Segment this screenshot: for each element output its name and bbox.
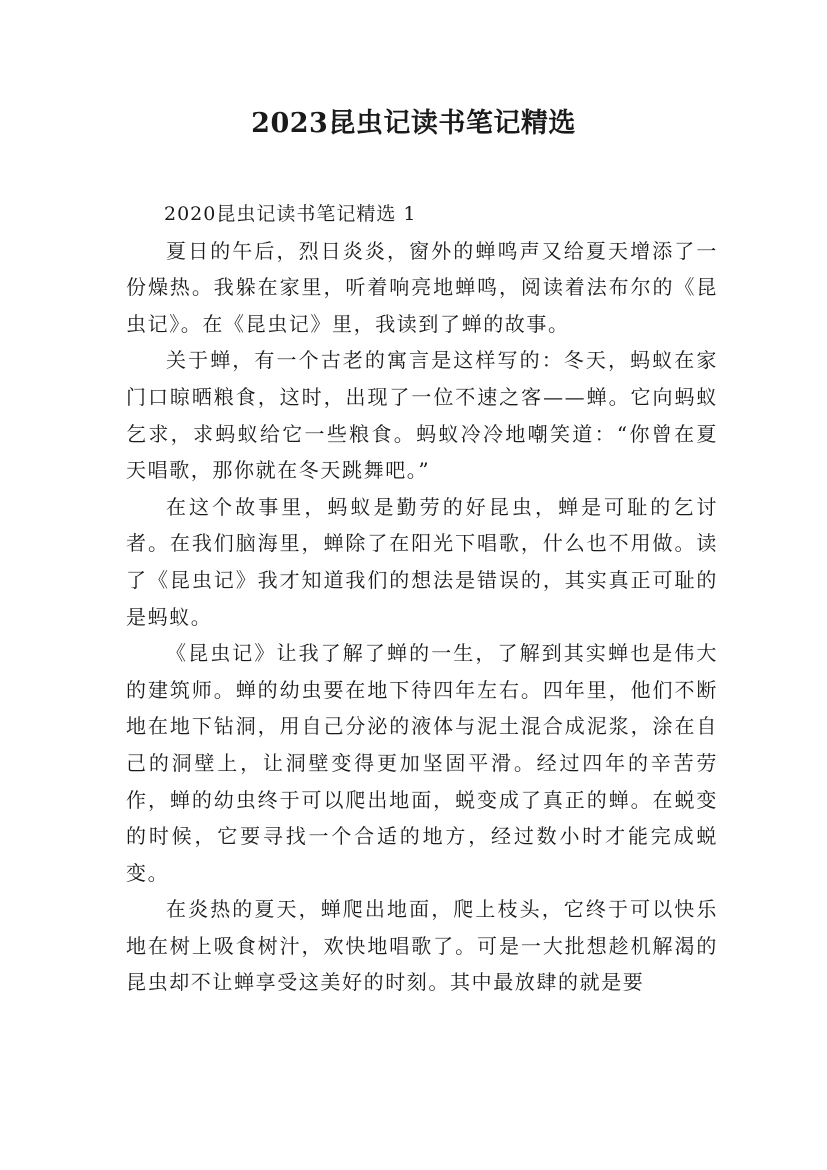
paragraph-5: 在炎热的夏天，蝉爬出地面，爬上枝头，它终于可以快乐地在树上吸食树汁，欢快地唱歌了。可是一大批想趁机解渴的昆虫却不让蝉享受这美好的时刻。其中最放肆的就是要 <box>126 897 718 995</box>
paragraph-2: 关于蝉，有一个古老的寓言是这样写的：冬天，蚂蚁在家门口晾晒粮食，这时，出现了一位不速之客——蝉。它向蚂蚁乞求，求蚂蚁给它一些粮食。蚂蚁冷冷地嘲笑道：“你曾在夏天唱歌，那你就在冬天跳舞吧。” <box>126 348 718 483</box>
paragraph-4: 《昆虫记》让我了解了蝉的一生，了解到其实蝉也是伟大的建筑师。蝉的幼虫要在地下待四年左右。四年里，他们不断地在地下钻洞，用自己分泌的液体与泥土混合成泥浆，涂在自己的洞壁上，让洞壁变得更加坚固平滑。经过四年的辛苦劳作，蝉的幼虫终于可以爬出地面，蜕变成了真正的蝉。在蜕变的时候，它要寻找一个合适的地方，经过数小时才能完成蜕变。 <box>126 641 718 885</box>
paragraph-3: 在这个故事里，蚂蚁是勤劳的好昆虫，蝉是可耻的乞讨者。在我们脑海里，蝉除了在阳光下唱歌，什么也不用做。读了《昆虫记》我才知道我们的想法是错误的，其实真正可耻的是蚂蚁。 <box>126 494 718 629</box>
document-title: 2023昆虫记读书笔记精选 <box>251 108 576 139</box>
section-heading: 2020昆虫记读书笔记精选 1 <box>164 203 417 225</box>
document-body <box>126 196 718 1001</box>
paragraph-1: 夏日的午后，烈日炎炎，窗外的蝉鸣声又给夏天增添了一份燥热。我躲在家里，听着响亮地蝉鸣，阅读着法布尔的《昆虫记》。在《昆虫记》里，我读到了蝉的故事。 <box>126 238 718 336</box>
